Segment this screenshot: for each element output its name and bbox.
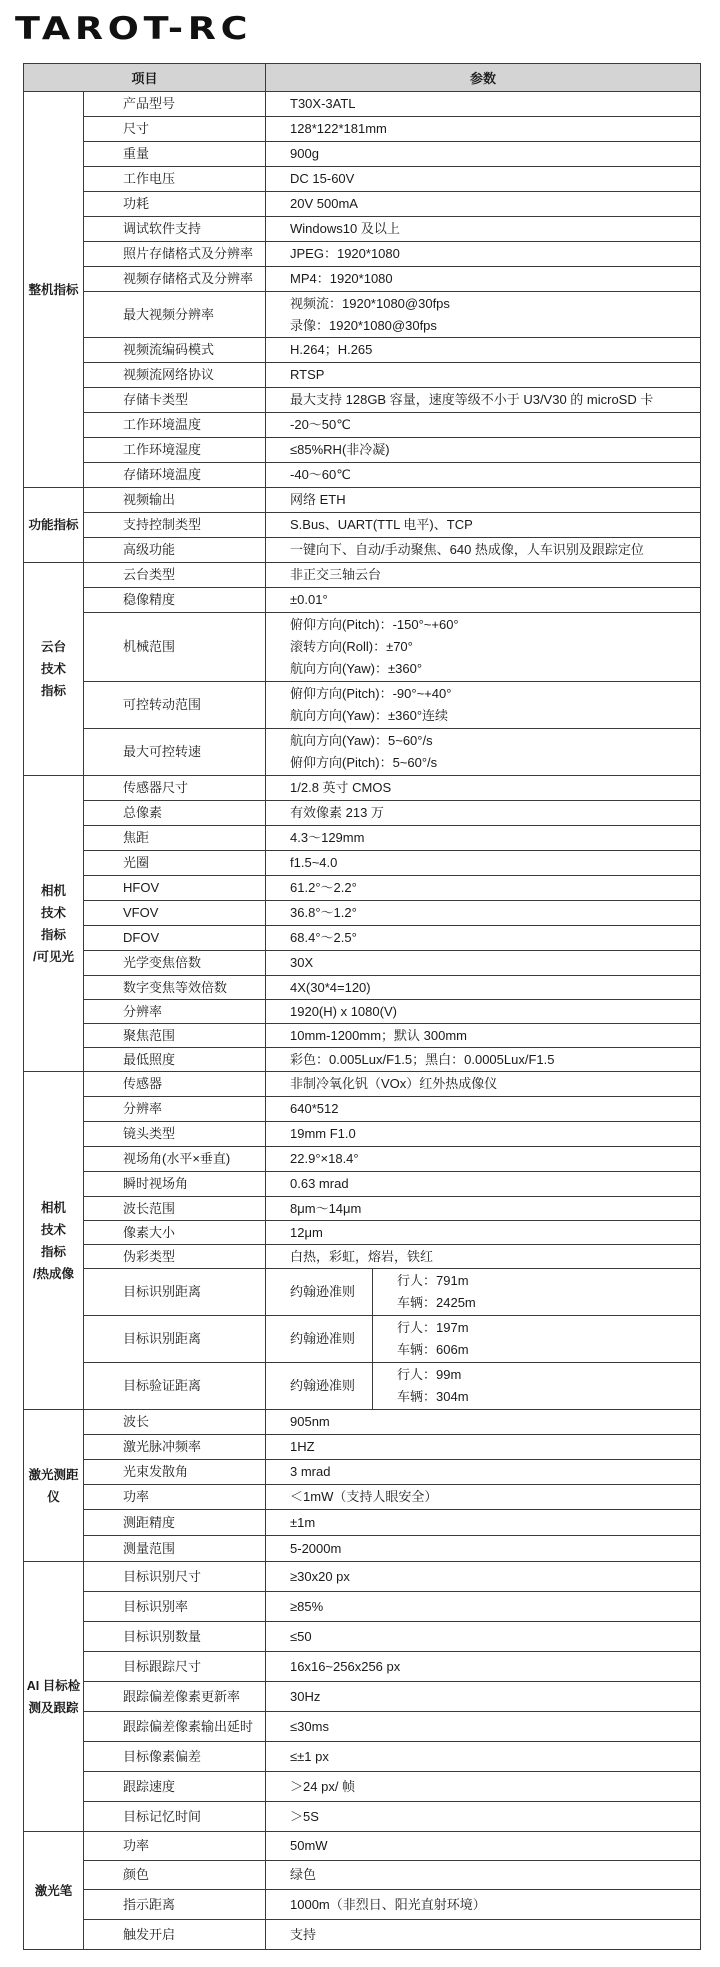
spec-row (24, 1097, 701, 1122)
spec-item-label: 瞬时视场角 (84, 1172, 266, 1197)
spec-row (24, 488, 701, 513)
spec-row (24, 1221, 701, 1245)
spec-item-label: 伪彩类型 (84, 1245, 266, 1269)
spec-value: 36.8°～1.2° (266, 901, 701, 926)
spec-value: 绿色 (266, 1861, 701, 1890)
spec-value: 行人：99m 车辆：304m (373, 1363, 701, 1410)
category-laser-rangefinder: 激光测距 仪 (24, 1410, 84, 1562)
spec-value: 30Hz (266, 1682, 701, 1712)
spec-value: S.Bus、UART(TTL 电平)、TCP (266, 513, 701, 538)
spec-item-label: 颜色 (84, 1861, 266, 1890)
spec-row (24, 1772, 701, 1802)
spec-value: 10mm-1200mm；默认 300mm (266, 1024, 701, 1048)
spec-item-label: 功率 (84, 1485, 266, 1510)
spec-item-label: 目标验证距离 (84, 1363, 266, 1410)
spec-item-label: 调试软件支持 (84, 217, 266, 242)
spec-value: 行人：197m 车辆：606m (373, 1316, 701, 1363)
spec-value: 非正交三轴云台 (266, 563, 701, 588)
spec-item-label: 可控转动范围 (84, 682, 266, 729)
spec-row (24, 851, 701, 876)
spec-item-label: 波长范围 (84, 1197, 266, 1221)
spec-row (24, 413, 701, 438)
spec-value: f1.5~4.0 (266, 851, 701, 876)
spec-row (24, 876, 701, 901)
spec-row (24, 1622, 701, 1652)
spec-row (24, 538, 701, 563)
spec-value: ≥85% (266, 1592, 701, 1622)
spec-row (24, 1712, 701, 1742)
spec-value: RTSP (266, 363, 701, 388)
spec-value: JPEG：1920*1080 (266, 242, 701, 267)
spec-value: 3 mrad (266, 1460, 701, 1485)
spec-value: 支持 (266, 1920, 701, 1950)
spec-item-label: 跟踪偏差像素更新率 (84, 1682, 266, 1712)
spec-value: 5-2000m (266, 1536, 701, 1562)
spec-row (24, 1485, 701, 1510)
spec-row (24, 1048, 701, 1072)
spec-item-label: 测量范围 (84, 1536, 266, 1562)
spec-item-label: 触发开启 (84, 1920, 266, 1950)
spec-value: H.264；H.265 (266, 338, 701, 363)
spec-value: ＞5S (266, 1802, 701, 1832)
spec-item-label: 工作环境温度 (84, 413, 266, 438)
spec-item-label: 照片存储格式及分辨率 (84, 242, 266, 267)
spec-row (24, 1172, 701, 1197)
spec-criterion: 约翰逊准则 (266, 1363, 373, 1410)
spec-value: 16x16~256x256 px (266, 1652, 701, 1682)
spec-criterion: 约翰逊准则 (266, 1316, 373, 1363)
spec-row (24, 363, 701, 388)
category-ai-tracking: AI 目标检 测及跟踪 (24, 1562, 84, 1832)
spec-item-label: 视频输出 (84, 488, 266, 513)
spec-value: 640*512 (266, 1097, 701, 1122)
spec-row (24, 267, 701, 292)
spec-row (24, 801, 701, 826)
spec-value: 俯仰方向(Pitch)：-150°~+60° 滚转方向(Roll)：±70° 航向方向(Yaw)：±360° (266, 613, 701, 682)
spec-row (24, 292, 701, 338)
spec-item-label: 高级功能 (84, 538, 266, 563)
spec-row (24, 438, 701, 463)
spec-item-label: 存储卡类型 (84, 388, 266, 413)
spec-item-label: 目标识别尺寸 (84, 1562, 266, 1592)
spec-row (24, 388, 701, 413)
spec-item-label: 视频流编码模式 (84, 338, 266, 363)
spec-row (24, 1316, 701, 1363)
spec-value: 128*122*181mm (266, 117, 701, 142)
spec-row (24, 1122, 701, 1147)
spec-value: ＞24 px/ 帧 (266, 1772, 701, 1802)
spec-value: 8μm～14μm (266, 1197, 701, 1221)
spec-item-label: 测距精度 (84, 1510, 266, 1536)
spec-value: 一键向下、自动/手动聚焦、640 热成像，人车识别及跟踪定位 (266, 538, 701, 563)
spec-value: ±1m (266, 1510, 701, 1536)
spec-row (24, 1072, 701, 1097)
spec-value: 非制冷氧化钒（VOx）红外热成像仪 (266, 1072, 701, 1097)
spec-value: 1/2.8 英寸 CMOS (266, 776, 701, 801)
spec-item-label: 目标像素偏差 (84, 1742, 266, 1772)
spec-item-label: HFOV (84, 876, 266, 901)
spec-item-label: 重量 (84, 142, 266, 167)
spec-value: Windows10 及以上 (266, 217, 701, 242)
spec-value: 行人：791m 车辆：2425m (373, 1269, 701, 1316)
category-laser-pointer: 激光笔 (24, 1832, 84, 1950)
spec-item-label: 焦距 (84, 826, 266, 851)
spec-row (24, 463, 701, 488)
spec-row (24, 338, 701, 363)
spec-row (24, 729, 701, 776)
spec-row (24, 1682, 701, 1712)
spec-value: 905nm (266, 1410, 701, 1435)
spec-row (24, 951, 701, 976)
spec-item-label: 跟踪偏差像素输出延时 (84, 1712, 266, 1742)
spec-item-label: 镜头类型 (84, 1122, 266, 1147)
spec-value: DC 15-60V (266, 167, 701, 192)
spec-row (24, 682, 701, 729)
spec-item-label: 最大可控转速 (84, 729, 266, 776)
spec-value: 900g (266, 142, 701, 167)
spec-item-label: 最低照度 (84, 1048, 266, 1072)
spec-item-label: 光学变焦倍数 (84, 951, 266, 976)
spec-item-label: 产品型号 (84, 92, 266, 117)
spec-item-label: 存储环境温度 (84, 463, 266, 488)
spec-row (24, 1269, 701, 1316)
spec-row (24, 217, 701, 242)
spec-value: 航向方向(Yaw)：5~60°/s 俯仰方向(Pitch)：5~60°/s (266, 729, 701, 776)
spec-row (24, 513, 701, 538)
spec-value: 1920(H) x 1080(V) (266, 1000, 701, 1024)
spec-value: 4X(30*4=120) (266, 976, 701, 1000)
spec-item-label: 传感器 (84, 1072, 266, 1097)
spec-row (24, 1410, 701, 1435)
spec-item-label: 分辨率 (84, 1000, 266, 1024)
spec-value: T30X-3ATL (266, 92, 701, 117)
spec-item-label: 波长 (84, 1410, 266, 1435)
spec-row (24, 1147, 701, 1172)
spec-value: ≤±1 px (266, 1742, 701, 1772)
category-whole-unit: 整机指标 (24, 92, 84, 488)
spec-value: 50mW (266, 1832, 701, 1861)
spec-value: ≤85%RH(非冷凝) (266, 438, 701, 463)
spec-row (24, 1510, 701, 1536)
spec-row (24, 1652, 701, 1682)
brand-logo: TAROT-RC (15, 11, 253, 47)
spec-item-label: 功耗 (84, 192, 266, 217)
spec-value: 61.2°～2.2° (266, 876, 701, 901)
spec-row (24, 117, 701, 142)
spec-value: ≤50 (266, 1622, 701, 1652)
spec-item-label: 尺寸 (84, 117, 266, 142)
spec-row (24, 1435, 701, 1460)
spec-item-label: 视场角(水平×垂直) (84, 1147, 266, 1172)
spec-row (24, 901, 701, 926)
spec-row (24, 1742, 701, 1772)
table-header-row (24, 64, 701, 92)
spec-value: 1000m（非烈日、阳光直射环境） (266, 1890, 701, 1920)
spec-row (24, 776, 701, 801)
spec-value: 19mm F1.0 (266, 1122, 701, 1147)
spec-row (24, 192, 701, 217)
spec-row (24, 926, 701, 951)
spec-row (24, 588, 701, 613)
spec-value: MP4：1920*1080 (266, 267, 701, 292)
spec-item-label: 聚焦范围 (84, 1024, 266, 1048)
spec-value: 最大支持 128GB 容量，速度等级不小于 U3/V30 的 microSD 卡 (266, 388, 701, 413)
spec-item-label: 支持控制类型 (84, 513, 266, 538)
spec-row (24, 1562, 701, 1592)
spec-item-label: 像素大小 (84, 1221, 266, 1245)
spec-row (24, 1024, 701, 1048)
spec-item-label: 视频流网络协议 (84, 363, 266, 388)
spec-row (24, 1245, 701, 1269)
spec-value: 4.3～129mm (266, 826, 701, 851)
spec-item-label: 跟踪速度 (84, 1772, 266, 1802)
spec-item-label: 数字变焦等效倍数 (84, 976, 266, 1000)
spec-value: 彩色：0.005Lux/F1.5；黑白：0.0005Lux/F1.5 (266, 1048, 701, 1072)
spec-value: ±0.01° (266, 588, 701, 613)
spec-item-label: 光圈 (84, 851, 266, 876)
spec-item-label: 目标跟踪尺寸 (84, 1652, 266, 1682)
spec-row (24, 1920, 701, 1950)
spec-item-label: 指示距离 (84, 1890, 266, 1920)
category-camera-thermal: 相机 技术 指标 /热成像 (24, 1072, 84, 1410)
spec-item-label: DFOV (84, 926, 266, 951)
spec-item-label: 工作环境湿度 (84, 438, 266, 463)
spec-value: 白热，彩虹，熔岩，铁红 (266, 1245, 701, 1269)
spec-value: 68.4°～2.5° (266, 926, 701, 951)
spec-value: ＜1mW（支持人眼安全） (266, 1485, 701, 1510)
spec-value: 视频流：1920*1080@30fps 录像：1920*1080@30fps (266, 292, 701, 338)
spec-row (24, 1890, 701, 1920)
spec-value: 22.9°×18.4° (266, 1147, 701, 1172)
spec-item-label: 最大视频分辨率 (84, 292, 266, 338)
spec-value: 1HZ (266, 1435, 701, 1460)
spec-item-label: 目标识别率 (84, 1592, 266, 1622)
header-param: 参数 (266, 64, 701, 92)
spec-row (24, 1592, 701, 1622)
spec-row (24, 242, 701, 267)
spec-row (24, 1861, 701, 1890)
spec-value: 12μm (266, 1221, 701, 1245)
header-item: 项目 (24, 64, 266, 92)
spec-item-label: 激光脉冲频率 (84, 1435, 266, 1460)
spec-item-label: 传感器尺寸 (84, 776, 266, 801)
spec-value: 有效像素 213 万 (266, 801, 701, 826)
category-camera-visible: 相机 技术 指标 /可见光 (24, 776, 84, 1072)
spec-item-label: 分辨率 (84, 1097, 266, 1122)
spec-value: 30X (266, 951, 701, 976)
category-functions: 功能指标 (24, 488, 84, 563)
spec-row (24, 142, 701, 167)
spec-row (24, 826, 701, 851)
spec-row (24, 1832, 701, 1861)
spec-item-label: 稳像精度 (84, 588, 266, 613)
spec-value: ≤30ms (266, 1712, 701, 1742)
spec-row (24, 1460, 701, 1485)
spec-row (24, 1363, 701, 1410)
spec-item-label: 机械范围 (84, 613, 266, 682)
spec-item-label: 目标识别数量 (84, 1622, 266, 1652)
spec-item-label: 总像素 (84, 801, 266, 826)
spec-row (24, 563, 701, 588)
spec-row (24, 92, 701, 117)
spec-value: 俯仰方向(Pitch)：-90°~+40° 航向方向(Yaw)：±360°连续 (266, 682, 701, 729)
spec-value: -20～50℃ (266, 413, 701, 438)
spec-row (24, 1802, 701, 1832)
spec-item-label: 视频存储格式及分辨率 (84, 267, 266, 292)
spec-item-label: 目标识别距离 (84, 1269, 266, 1316)
spec-value: -40～60℃ (266, 463, 701, 488)
spec-row (24, 613, 701, 682)
spec-row (24, 1000, 701, 1024)
spec-row (24, 1536, 701, 1562)
spec-item-label: 功率 (84, 1832, 266, 1861)
spec-row (24, 1197, 701, 1221)
spec-value: 网络 ETH (266, 488, 701, 513)
spec-item-label: 目标识别距离 (84, 1316, 266, 1363)
spec-criterion: 约翰逊准则 (266, 1269, 373, 1316)
spec-item-label: 工作电压 (84, 167, 266, 192)
spec-value: ≥30x20 px (266, 1562, 701, 1592)
spec-value: 0.63 mrad (266, 1172, 701, 1197)
spec-row (24, 976, 701, 1000)
spec-table (23, 63, 701, 1950)
spec-item-label: 云台类型 (84, 563, 266, 588)
spec-item-label: 目标记忆时间 (84, 1802, 266, 1832)
spec-value: 20V 500mA (266, 192, 701, 217)
spec-item-label: VFOV (84, 901, 266, 926)
category-gimbal: 云台 技术 指标 (24, 563, 84, 776)
spec-row (24, 167, 701, 192)
spec-item-label: 光束发散角 (84, 1460, 266, 1485)
